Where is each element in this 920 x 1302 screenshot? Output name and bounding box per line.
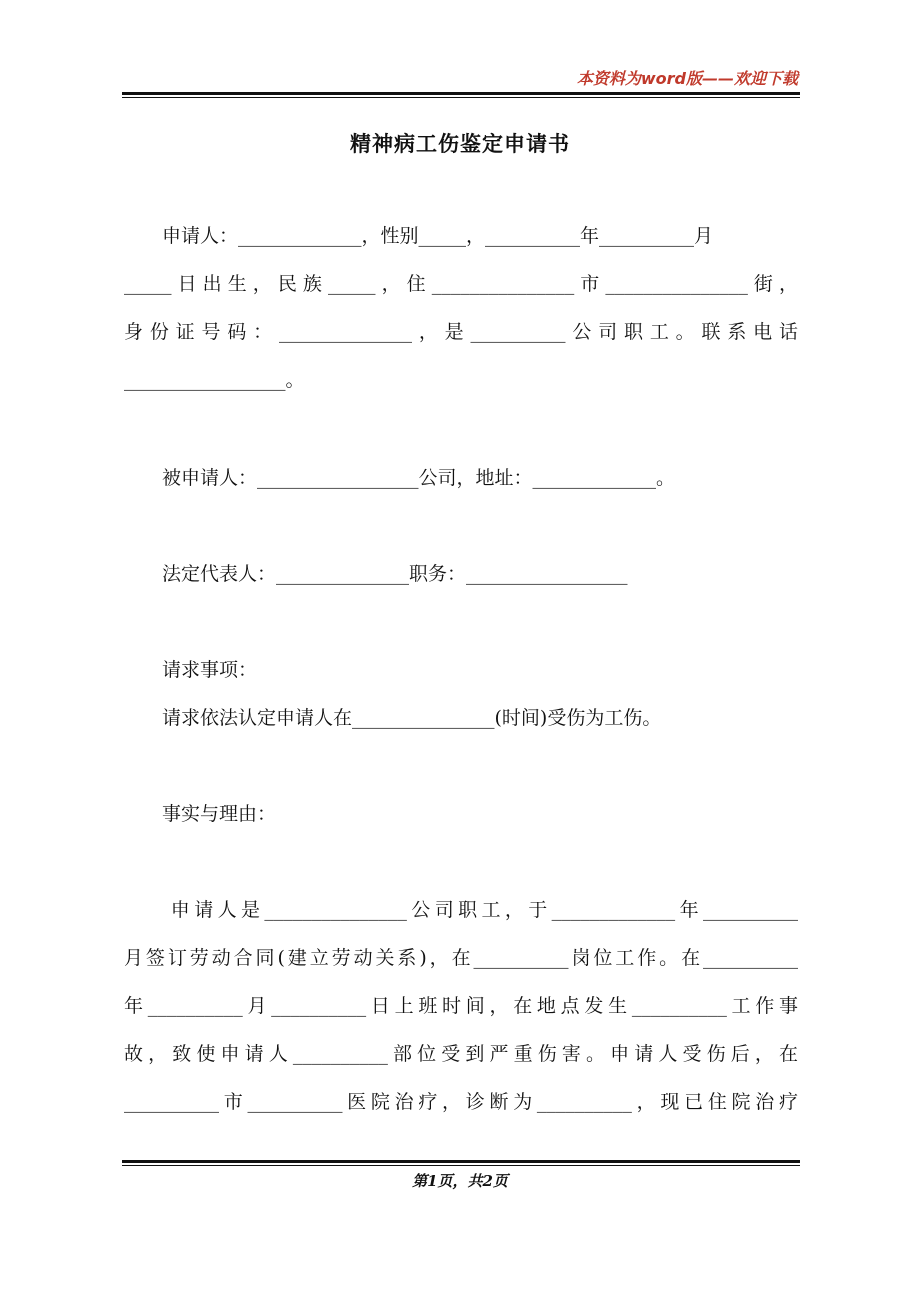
facts-line-4: 故，致使申请人__________部位受到严重伤害。申请人受伤后，在 bbox=[124, 1043, 798, 1065]
facts-heading: 事实与理由： bbox=[124, 803, 277, 825]
header-note: 本资料为word版——欢迎下载 bbox=[576, 69, 798, 88]
page-number: 第1页，共2页 bbox=[412, 1172, 508, 1190]
legal-representative-line: 法定代表人：______________职务：_________________ bbox=[124, 563, 628, 585]
body-line-3: 身份证号码：______________，是__________公司职工。联系电话 bbox=[124, 321, 798, 343]
footer-rule-thin bbox=[122, 1165, 800, 1166]
request-line: 请求依法认定申请人在_______________(时间)受伤为工伤。 bbox=[124, 707, 662, 729]
facts-line-3: 年__________月__________日上班时间，在地点发生__________工作事 bbox=[124, 995, 798, 1017]
body-line-2: _____日出生，民族_____，住_______________市_______________街， bbox=[124, 273, 798, 295]
facts-line-1: 申请人是_______________公司职工，于_____________年__________ bbox=[124, 899, 798, 921]
footer-rule-thick bbox=[122, 1160, 800, 1163]
facts-line-2: 月签订劳动合同(建立劳动关系)，在__________岗位工作。在__________ bbox=[124, 947, 798, 969]
body-line-1: 申请人：_____________，性别_____，__________年__________月 bbox=[124, 225, 714, 247]
document-title: 精神病工伤鉴定申请书 bbox=[350, 131, 570, 156]
header-rule-thin bbox=[122, 97, 800, 98]
respondent-line: 被申请人：_________________公司，地址：_____________。 bbox=[124, 467, 676, 489]
request-heading: 请求事项： bbox=[124, 659, 258, 681]
facts-line-5: __________市__________医院治疗，诊断为__________，现已住院治疗 bbox=[124, 1091, 798, 1113]
body-line-4: _________________。 bbox=[124, 369, 305, 391]
header-rule-thick bbox=[122, 92, 800, 95]
